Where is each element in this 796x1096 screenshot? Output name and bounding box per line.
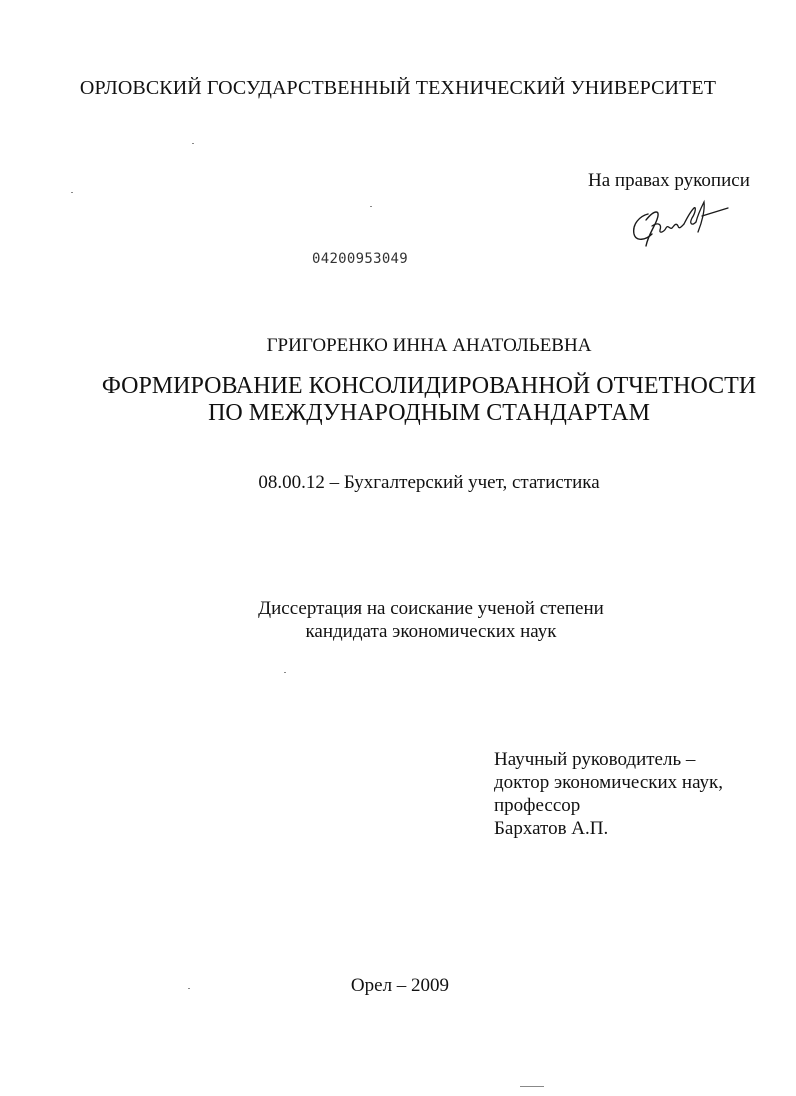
scan-speck: [188, 988, 190, 989]
advisor-line-4: Бархатов А.П.: [494, 818, 609, 839]
degree-statement: [0, 597, 796, 643]
degree-line-1: Диссертация на соискание ученой степени: [258, 598, 604, 619]
scan-speck: [284, 672, 286, 673]
specialty-code: 08.00.12 – Бухгалтерский учет, статистика: [258, 472, 600, 493]
manuscript-rights-note: На правах рукописи: [588, 170, 750, 191]
scientific-advisor: [494, 748, 723, 840]
advisor-line-2: доктор экономических наук,: [494, 772, 724, 793]
scan-speck: [370, 206, 372, 207]
degree-line-2: кандидата экономических наук: [305, 621, 557, 642]
author-name: ГРИГОРЕНКО ИННА АНАТОЛЬЕВНА: [266, 335, 592, 356]
advisor-line-1: Научный руководитель –: [494, 749, 696, 770]
scan-speck: [71, 192, 73, 193]
advisor-line-3: профессор: [494, 795, 581, 816]
handwritten-signature-icon: [626, 196, 730, 254]
title-line-2: ПО МЕЖДУНАРОДНЫМ СТАНДАРТАМ: [208, 400, 650, 426]
scan-speck: [520, 1086, 544, 1087]
city-year: Орел – 2009: [350, 975, 450, 996]
serial-number: 04200953049: [312, 251, 409, 267]
dissertation-title: [0, 373, 796, 427]
scan-speck: [192, 143, 194, 144]
title-line-1: ФОРМИРОВАНИЕ КОНСОЛИДИРОВАННОЙ ОТЧЕТНОСТИ: [101, 373, 757, 399]
university-name: ОРЛОВСКИЙ ГОСУДАРСТВЕННЫЙ ТЕХНИЧЕСКИЙ УНИВЕРСИТЕТ: [79, 77, 717, 99]
